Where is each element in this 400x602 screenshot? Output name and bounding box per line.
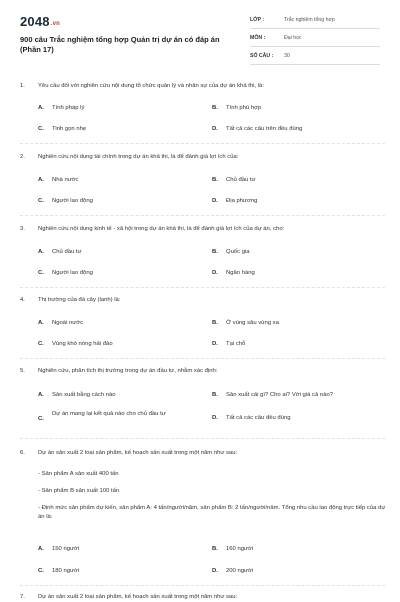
option-text: Sản xuất cái gì? Cho ai? Với giá cả nào? [226,392,334,398]
option-letter: C. [38,198,44,204]
question-text: Thị trường của đá cây (lạnh) là: [38,297,121,303]
question-number: 7. [20,594,25,600]
option-letter: B. [212,177,218,183]
option-letter: B. [212,105,218,111]
option-letter: C. [38,126,44,132]
logo-main: 2048 [20,14,50,29]
document-meta [250,14,380,68]
option-letter: B. [212,249,218,255]
logo-suffix: .vn [50,21,61,27]
meta-value: 30 [284,53,290,59]
option-text: Tinh gọn nhẹ [52,126,87,132]
question-stem [20,367,385,376]
question-divider [20,215,385,216]
option-letter: A. [38,105,44,111]
option-text: Địa phương [226,198,258,204]
option-letter: A. [38,392,44,398]
question-stem [20,82,385,91]
question-stem [20,225,385,234]
question-number: 2. [20,154,25,160]
option-text: Tính phù hợp [226,105,262,111]
question-divider [20,287,385,288]
option-text: Vùng khó nóng hải đảo [52,341,113,347]
option-letter: D. [212,568,218,574]
question-number: 1. [20,83,25,89]
question-text: Dự án sản xuất 2 loại sản phẩm, kế hoạch sản xuất trong một năm như sau: [38,594,238,600]
question-divider [20,585,385,586]
option-text: 160 người [226,546,254,552]
question-stem [20,593,385,602]
note-line: - Định mức sản phẩm dự kiến, sản phẩm A: 4 tấn/người/năm, sản phẩm B: 2 tấn/người/năm. Tổng nhu cầu lao động trực tiếp của dự án là: [38,505,386,520]
option-letter: B. [212,392,218,398]
question-stem [20,153,385,162]
option-text: Ngoài nước [52,320,84,326]
question-5 [20,367,385,376]
question-6-notes [20,470,385,522]
option-text: 200 người [226,568,254,574]
question-3 [20,225,385,234]
option-text: Dự án mang lại kết quả nào cho chủ đầu tư [52,411,166,417]
option-letter: C. [38,341,44,347]
question-divider [20,143,385,144]
option-text: Ngân hàng [226,270,255,276]
meta-row-mon [250,32,380,47]
question-number: 6. [20,450,25,456]
option-letter: D. [212,270,218,276]
option-letter: D. [212,341,218,347]
question-7 [20,593,385,602]
question-2 [20,153,385,162]
option-letter: D. [212,126,218,132]
page-header [0,0,400,62]
question-text: Nghiên cứu, phân tích thị trường trong dự án đầu tư, nhằm xác định: [38,368,218,374]
option-text: Sản xuất bằng cách nào [52,392,116,398]
option-text: Tất cả các câu trên đều đúng [226,126,303,132]
option-text: Ở vùng sâu vùng xa [226,320,279,326]
option-letter: A. [38,320,44,326]
option-text: 180 người [52,568,80,574]
site-logo[interactable] [20,14,60,29]
option-letter: A. [38,249,44,255]
question-1 [20,82,385,91]
option-text: Người lao động [52,270,93,276]
question-stem [20,449,385,458]
meta-key: SỐ CÂU : [250,53,274,59]
document-title: 900 câu Trắc nghiệm tổng hợp Quản trị dự án có đáp án (Phần 17) [20,35,220,54]
question-number: 4. [20,297,25,303]
option-letter: B. [212,320,218,326]
option-letter: D. [212,415,218,421]
question-text: Nghiên cứu nội dung tài chính trong dự án khả thi, là để đánh giá lợi ích của: [38,154,239,160]
question-number: 5. [20,368,25,374]
option-letter: C. [38,568,44,574]
option-text: Người lao động [52,198,93,204]
meta-value: Đại học [284,35,302,41]
option-text: Quốc gia [226,249,250,255]
option-text: Nhà nước [52,177,79,183]
question-text: Dự án sản xuất 2 loại sản phẩm, kế hoạch sản xuất trong một năm như sau: [38,450,238,456]
option-text: Chủ đầu tư [52,249,82,255]
question-text: Nghiên cứu nội dung kinh tế - xã hội trong dự án khả thi, là để đánh giá lợi ích của dự án, cho: [38,226,285,232]
question-divider [20,438,385,439]
option-text: Tính pháp lý [52,105,85,111]
note-line: - Sản phẩm B sản xuất 100 tấn [38,488,120,494]
option-letter: D. [212,198,218,204]
note-line: - Sản phẩm A sản xuất 400 tấn [38,471,119,477]
option-letter: A. [38,177,44,183]
meta-row-socau [250,50,380,65]
question-number: 3. [20,226,25,232]
question-divider [20,358,385,359]
meta-key: LỚP : [250,17,265,23]
question-4 [20,296,385,305]
question-6 [20,449,385,458]
option-letter: C. [38,270,44,276]
meta-row-lop [250,14,380,29]
meta-value: Trắc nghiệm tổng hợp [284,17,335,23]
option-letter: B. [212,546,218,552]
option-text: 150 người [52,546,80,552]
question-stem [20,296,385,305]
option-text: Chủ đầu tư [226,177,256,183]
option-letter: C. [38,416,44,422]
option-letter: A. [38,546,44,552]
option-text: Tại chỗ [226,341,246,347]
meta-key: MÔN : [250,35,266,41]
option-text: Tất cả các câu đều đúng [226,415,291,421]
question-text: Yêu cầu đối với nghiên cứu nội dung tổ chức quản lý và nhân sự của dự án khả thi, là: [38,83,264,89]
